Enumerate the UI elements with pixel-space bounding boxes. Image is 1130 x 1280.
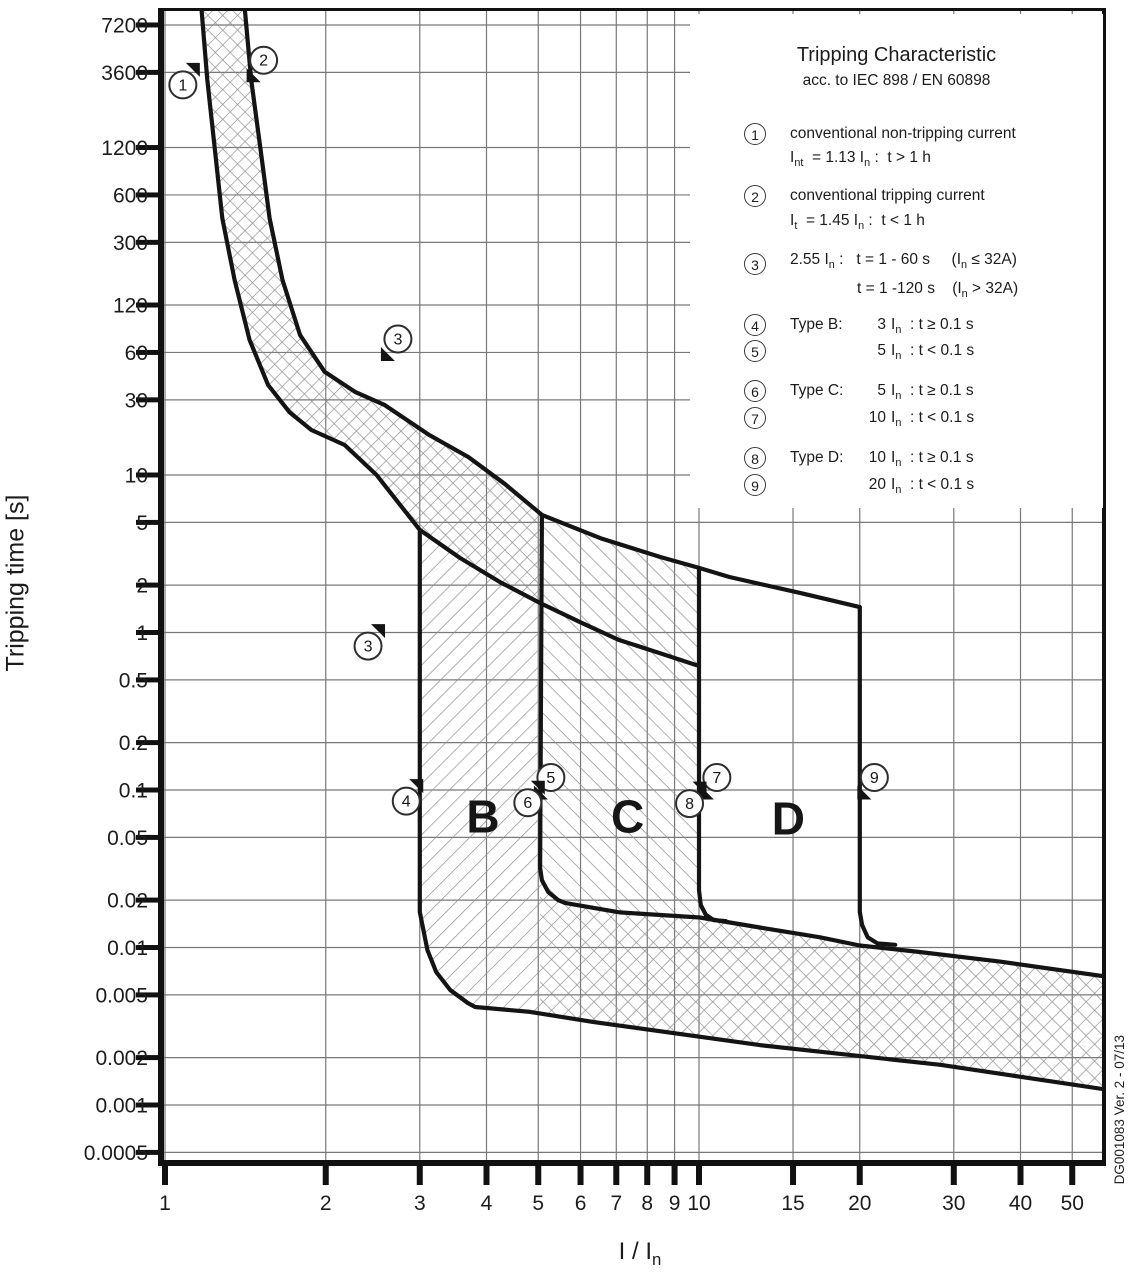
x-tick-label: 40 [1008, 1192, 1033, 1215]
x-tick-label: 30 [942, 1192, 966, 1215]
x-tick [951, 1166, 957, 1185]
y-tick-label: 0.1 [118, 779, 148, 803]
region-label-C: C [610, 790, 645, 843]
marker-number: 3 [393, 331, 403, 349]
y-tick-label: 0.2 [118, 732, 148, 756]
annotation-marker-9 [857, 764, 888, 800]
marker-number: 4 [401, 793, 411, 811]
x-tick-label: 8 [641, 1192, 654, 1215]
x-tick-label: 2 [319, 1192, 332, 1215]
x-tick-label: 5 [532, 1192, 545, 1215]
x-tick-label: 20 [848, 1192, 872, 1215]
x-tick [613, 1166, 619, 1185]
x-tick-label: 3 [413, 1192, 426, 1215]
frame-top [158, 8, 1106, 11]
x-tick [484, 1166, 490, 1185]
legend-item-text: Type D: 10 $I_n$ : t ≥ 0.1 s [790, 449, 974, 470]
x-tick [672, 1166, 678, 1185]
y-tick-label: 0.01 [107, 937, 148, 960]
y-tick-label: 1 [136, 622, 148, 645]
x-tick-label: 15 [781, 1192, 805, 1215]
annotation-marker-3 [355, 624, 386, 660]
y-tick-label: 3600 [101, 61, 148, 85]
legend-item-text: 5 $I_n$ : t < 0.1 s [877, 342, 975, 363]
legend-item-circle-7: 7 [744, 407, 766, 429]
x-tick [323, 1166, 329, 1185]
legend-item-circle-3: 3 [744, 253, 766, 275]
x-axis-spine [158, 1160, 1106, 1166]
y-tick-label: 0.002 [95, 1047, 148, 1071]
y-tick-label: 0.5 [118, 669, 148, 693]
x-tick [790, 1166, 796, 1185]
region-label-B: B [466, 790, 500, 843]
y-tick-label: 0.0005 [83, 1141, 148, 1165]
legend-item-text: t = 1 -120 s $(I_n > 32A)$ [857, 280, 1019, 301]
legend-item-circle-1: 1 [744, 123, 766, 145]
legend-item-text: Type C: 5 $I_n$ : t ≥ 0.1 s [790, 382, 974, 403]
legend-item-circle-9: 9 [744, 474, 766, 496]
y-tick-label: 10 [124, 464, 148, 488]
annotation-marker-1 [169, 63, 200, 99]
y-tick-label: 600 [112, 184, 148, 208]
x-tick-label: 1 [159, 1192, 171, 1215]
x-axis-title: I / $I_n$ [618, 1238, 662, 1269]
y-tick-label: 60 [124, 341, 148, 365]
legend-item-text: 10 $I_n$ : t < 0.1 s [868, 409, 975, 430]
x-tick [1018, 1166, 1024, 1185]
legend-item-circle-5: 5 [744, 340, 766, 362]
legend-item-text: 2.55 $I_n$ : t = 1 - 60 s $(I_n \le 32A)$ [790, 251, 1017, 272]
legend-item-text: $I_t = 1.45$ $I_n$ : t < 1 h [790, 212, 925, 233]
x-tick-label: 7 [610, 1192, 623, 1215]
legend-title: Tripping Characteristic [796, 44, 997, 66]
marker-number: 2 [259, 52, 269, 70]
x-tick-label: 4 [480, 1192, 493, 1215]
y-tick-label: 7200 [101, 14, 148, 38]
legend-item-circle-6: 6 [744, 380, 766, 402]
y-tick-label: 300 [112, 231, 148, 255]
legend-subtitle: acc. to IEC 898 / EN 60898 [802, 72, 991, 89]
y-tick-label: 0.02 [107, 889, 148, 913]
y-axis-title: Tripping time [s] [1, 494, 30, 672]
legend-item-circle-2: 2 [744, 185, 766, 207]
legend-item-text: $I_{nt} = 1.13$ $I_n$ : t > 1 h [790, 149, 931, 170]
marker-number: 9 [869, 770, 879, 788]
x-tick [162, 1166, 168, 1185]
y-tick-label: 5 [136, 511, 148, 535]
marker-number: 7 [712, 770, 722, 788]
y-tick-label: 0.001 [95, 1094, 148, 1118]
marker-number: 1 [178, 77, 188, 95]
region-label-D: D [771, 792, 805, 845]
x-tick [696, 1166, 702, 1185]
legend-item-circle-8: 8 [744, 447, 766, 469]
legend-item-text: conventional non-tripping current [790, 125, 1016, 142]
marker-number: 8 [685, 796, 694, 814]
curve [699, 568, 726, 921]
x-tick [535, 1166, 541, 1185]
marker-number: 5 [546, 770, 556, 788]
document-reference: DG001083 Ver. 2 - 07/13 [1112, 1034, 1127, 1184]
legend-item-text: 20 $I_n$ : t < 0.1 s [868, 476, 975, 497]
marker-number: 6 [523, 795, 533, 813]
x-tick-label: 10 [687, 1192, 711, 1215]
x-tick [1069, 1166, 1075, 1185]
legend [690, 14, 1103, 508]
y-tick-label: 0.05 [107, 826, 148, 850]
y-tick-label: 1200 [101, 137, 148, 161]
marker-number: 3 [363, 638, 373, 656]
x-tick-label: 6 [574, 1192, 587, 1215]
legend-item-text: conventional tripping current [790, 187, 985, 204]
y-tick-label: 0.005 [95, 984, 148, 1008]
y-tick-label: 120 [112, 294, 148, 318]
x-tick-label: 50 [1060, 1192, 1084, 1215]
legend-item-circle-4: 4 [744, 314, 766, 336]
y-tick-label: 30 [124, 389, 148, 413]
y-tick-label: 2 [136, 574, 148, 598]
x-tick-label: 9 [668, 1192, 681, 1215]
x-tick [857, 1166, 863, 1185]
annotation-marker-2 [247, 47, 277, 83]
legend-item-text: Type B: 3 $I_n$ : t ≥ 0.1 s [790, 316, 974, 337]
x-tick [644, 1166, 650, 1185]
x-tick [578, 1166, 584, 1185]
x-tick [417, 1166, 423, 1185]
annotation-marker-3 [381, 326, 412, 362]
